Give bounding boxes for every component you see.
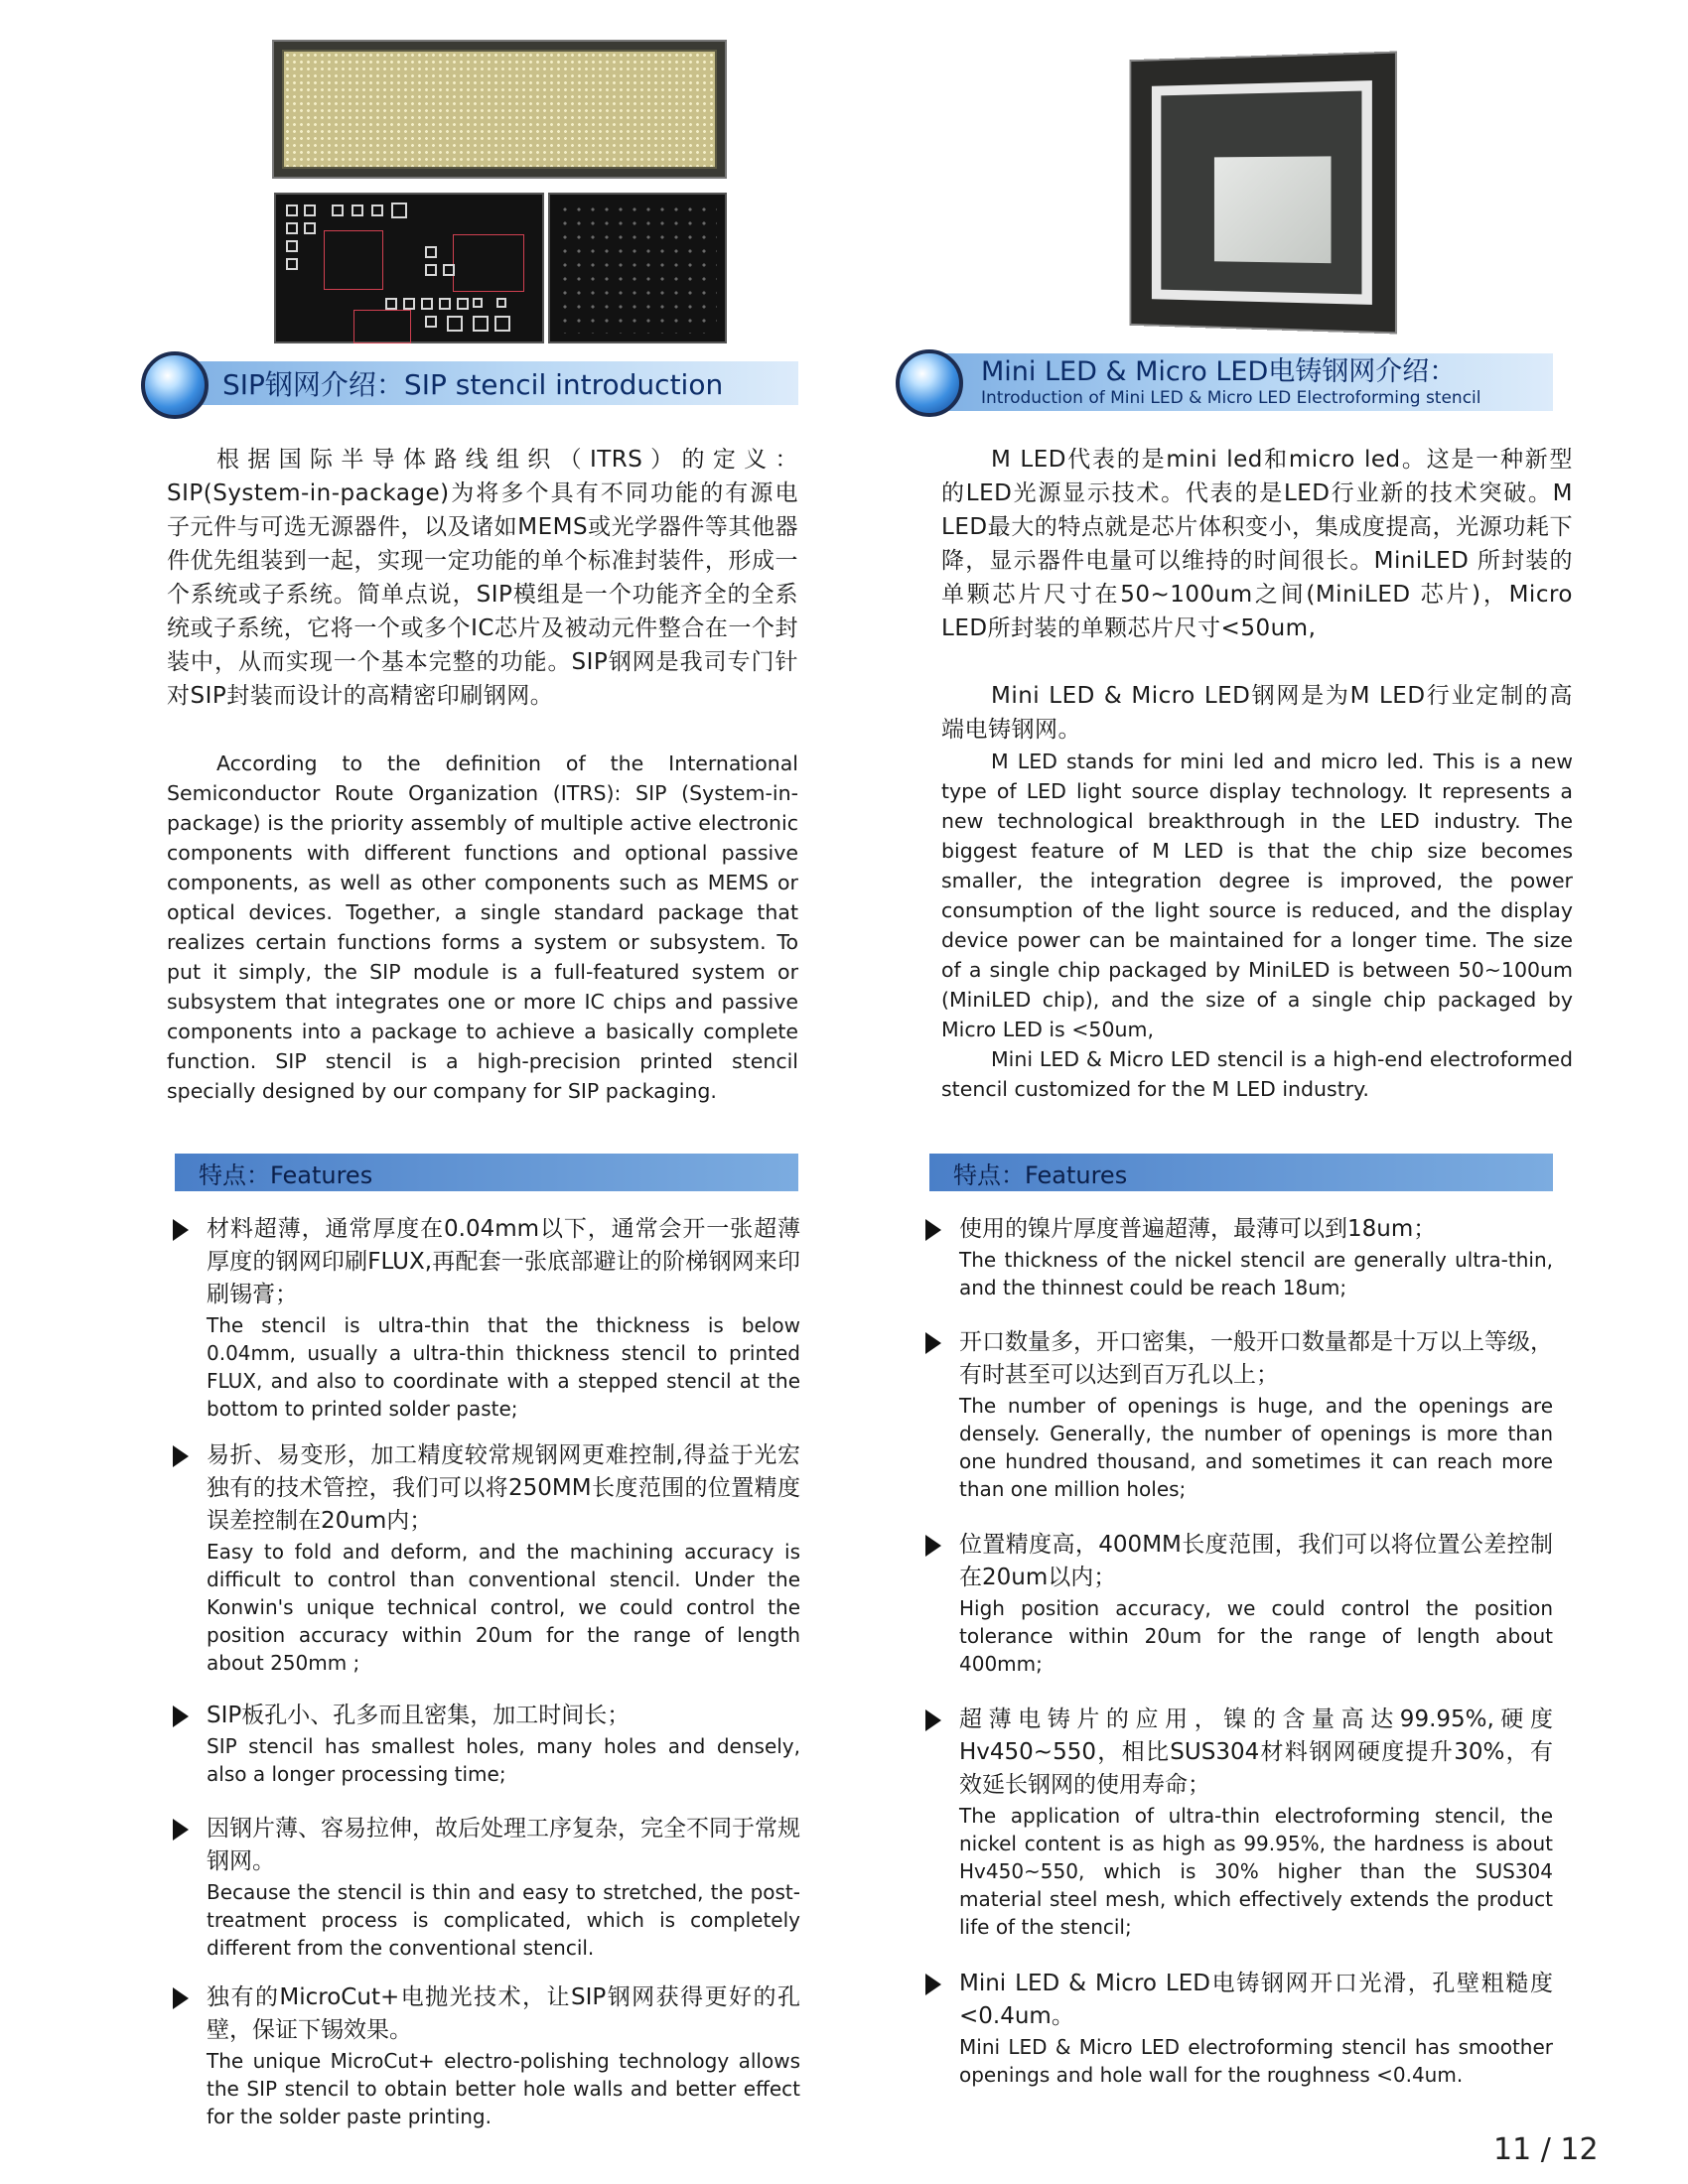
sip-feature-en: Because the stencil is thin and easy to stretched, the post-treatment process is complicated, which is completely different from the conventional stencil. — [207, 1880, 800, 1960]
sip-features-header — [175, 1154, 798, 1191]
triangle-bullet-icon — [925, 1219, 941, 1241]
sip-feature-en: SIP stencil has smallest holes, many holes and densely, also a longer processing time; — [207, 1734, 800, 1786]
triangle-bullet-icon — [173, 1819, 189, 1841]
mled-feature-en: High position accuracy, we could control the position tolerance within 20um for the range of length about 400mm; — [959, 1596, 1553, 1676]
sip-feature-en: The stencil is ultra-thin that the thickness is below 0.04mm, usually a ultra-thin thickness stencil to printed FLUX, and also to coordinate with a stepped stencil at the bottom to printed solder paste; — [207, 1313, 800, 1421]
sip-feature-item — [169, 1213, 800, 1423]
mled-feature-en: The application of ultra-thin electroforming stencil, the nickel content is as high as 99.95%, the hardness is about Hv450~550, which is 30% higher than the SUS304 material steel mesh, which effectively extends the product life of the stencil; — [959, 1804, 1553, 1939]
mled-feature-item — [921, 1326, 1553, 1503]
mled-feature-en: The number of openings is huge, and the openings are densely. Generally, the number of openings is more than one hundred thousand, and sometimes it can reach more than one million holes; — [959, 1394, 1553, 1501]
mled-section-subtitle: Introduction of Mini LED & Micro LED Electroforming stencil — [981, 388, 1481, 408]
sip-feature-item — [169, 1439, 800, 1677]
sip-feature-en: The unique MicroCut+ electro-polishing technology allows the SIP stencil to obtain better hole walls and better effect for the solder paste printing. — [207, 2049, 800, 2128]
mled-stencil-frame-photo — [1129, 52, 1397, 335]
triangle-bullet-icon — [925, 1709, 941, 1731]
page-number: 11 / 12 — [1493, 2132, 1599, 2167]
mled-feature-zh: 位置精度高，400MM长度范围，我们可以将位置公差控制在20um以内； — [959, 1532, 1553, 1590]
triangle-bullet-icon — [925, 1974, 941, 1995]
mled-section-title: Mini LED & Micro LED电铸钢网介绍： — [981, 356, 1457, 387]
sip-intro-zh: 根据国际半导体路线组织（ITRS）的定义：SIP(System-in-package)为将多个具有不同功能的有源电子元件与可选无源器件，以及诸如MEMS或光学器件等其他器件优先组装到一起，实现一定功能的单个标准封装件，形成一个系统或子系统。简单点说，SIP模组是一个功能齐全的全系统或子系统，它将一个或多个IC芯片及被动元件整合在一个封装中，从而实现一个基本完整的功能。SIP钢网是我司专门针对SIP封装而设计的高精密印刷钢网。 — [167, 447, 798, 709]
sip-feature-item — [169, 1813, 800, 1962]
sip-feature-en: Easy to fold and deform, and the machining accuracy is difficult to control than conventional stencil. Under the Konwin's unique technical control, we could control the position accuracy within 20um for the range of length about 250mm ; — [207, 1540, 800, 1675]
bullet-orb-icon — [896, 349, 963, 417]
sip-feature-zh: 独有的MicroCut+电抛光技术，让SIP钢网获得更好的孔壁，保证下锡效果。 — [207, 1984, 800, 2043]
mled-feature-en: The thickness of the nickel stencil are generally ultra-thin, and the thinnest could be reach 18um; — [959, 1248, 1553, 1299]
triangle-bullet-icon — [173, 1706, 189, 1727]
mled-intro-en-1: M LED stands for mini led and micro led. This is a new type of LED light source display technology. It represents a new technological breakthrough in the LED industry. The biggest feature of M LED is that the chip size becomes smaller, the integration degree is improved, the power consumption of the light source is reduced, and the display device power can be maintained for a longer time. The size of a single chip packaged by MiniLED is between 50~100um (MiniLED chip), and the size of a single chip packaged by Micro LED is <50um, — [941, 750, 1573, 1041]
triangle-bullet-icon — [173, 1445, 189, 1467]
dense-aperture-closeup-photo — [548, 193, 727, 343]
triangle-bullet-icon — [925, 1535, 941, 1557]
mled-feature-zh: 开口数量多，开口密集，一般开口数量都是十万以上等级，有时甚至可以达到百万孔以上； — [959, 1329, 1553, 1388]
mled-feature-en: Mini LED & Micro LED electroforming stencil has smoother openings and hole wall for the roughness <0.4um. — [959, 2035, 1553, 2087]
triangle-bullet-icon — [173, 1219, 189, 1241]
mled-features-label: 特点：Features — [953, 1160, 1128, 1189]
sip-features-label: 特点：Features — [199, 1160, 373, 1189]
sip-section-title: SIP钢网介绍：SIP stencil introduction — [222, 368, 724, 401]
sip-section-title-banner — [175, 361, 798, 405]
sip-intro-en: According to the definition of the International Semiconductor Route Organization (ITRS): SIP (System-in-package) is the priority assembly of multiple active electronic components with different functions and optional passive components, as well as other components such as MEMS or optical devices. Together, a single standard package that realizes certain functions forms a system or subsystem. To put it simply, the SIP module is a full-featured system or subsystem that integrates one or more IC chips and passive components into a package to achieve a basically complete function. SIP stencil is a high-precision printed stencil specially designed by our company for SIP packaging. — [167, 751, 798, 1103]
mled-feature-zh: 超薄电铸片的应用，镍的含量高达99.95%,硬度Hv450~550，相比SUS304材料钢网硬度提升30%，有效延长钢网的使用寿命； — [959, 1706, 1553, 1798]
mled-feature-item — [921, 1529, 1553, 1678]
sip-feature-zh: 材料超薄，通常厚度在0.04mm以下，通常会开一张超薄厚度的钢网印刷FLUX,再配套一张底部避让的阶梯钢网来印刷锡膏； — [207, 1216, 800, 1307]
mled-feature-item — [921, 1704, 1553, 1941]
mled-intro-zh-2: Mini LED & Micro LED钢网是为M LED行业定制的高端电铸钢网。 — [941, 683, 1573, 743]
sip-feature-item — [169, 1700, 800, 1788]
mled-features-header — [929, 1154, 1553, 1191]
led-matrix-stencil-photo — [272, 40, 727, 179]
mled-section-title-banner — [933, 353, 1553, 411]
mled-feature-item — [921, 1968, 1553, 2089]
mled-feature-zh: 使用的镍片厚度普遍超薄，最薄可以到18um； — [959, 1216, 1437, 1242]
bullet-orb-icon — [141, 351, 209, 419]
sip-stencil-closeup-photo — [274, 193, 544, 343]
triangle-bullet-icon — [925, 1332, 941, 1354]
mled-intro-zh-1: M LED代表的是mini led和micro led。这是一种新型的LED光源显示技术。代表的是LED行业新的技术突破。M LED最大的特点就是芯片体积变小，集成度提高，光源功耗下降，显示器件电量可以维持的时间很长。MiniLED 所封装的单颗芯片尺寸在50~100um之间(MiniLED 芯片)，Micro LED所封装的单颗芯片尺寸<50um, — [941, 447, 1573, 641]
sip-feature-item — [169, 1981, 800, 2130]
sip-feature-zh: 易折、易变形，加工精度较常规钢网更难控制,得益于光宏独有的技术管控，我们可以将250MM长度范围的位置精度误差控制在20um内； — [207, 1442, 800, 1534]
sip-feature-zh: SIP板孔小、孔多而且密集，加工时间长； — [207, 1703, 631, 1728]
mled-feature-item — [921, 1213, 1553, 1301]
sip-feature-zh: 因钢片薄、容易拉伸，故后处理工序复杂，完全不同于常规钢网。 — [207, 1816, 800, 1874]
mled-intro-en-2: Mini LED & Micro LED stencil is a high-end electroformed stencil customized for the M LED industry. — [941, 1047, 1573, 1101]
mled-feature-zh: Mini LED & Micro LED电铸钢网开口光滑，孔壁粗糙度<0.4um。 — [959, 1971, 1553, 2029]
triangle-bullet-icon — [173, 1987, 189, 2009]
